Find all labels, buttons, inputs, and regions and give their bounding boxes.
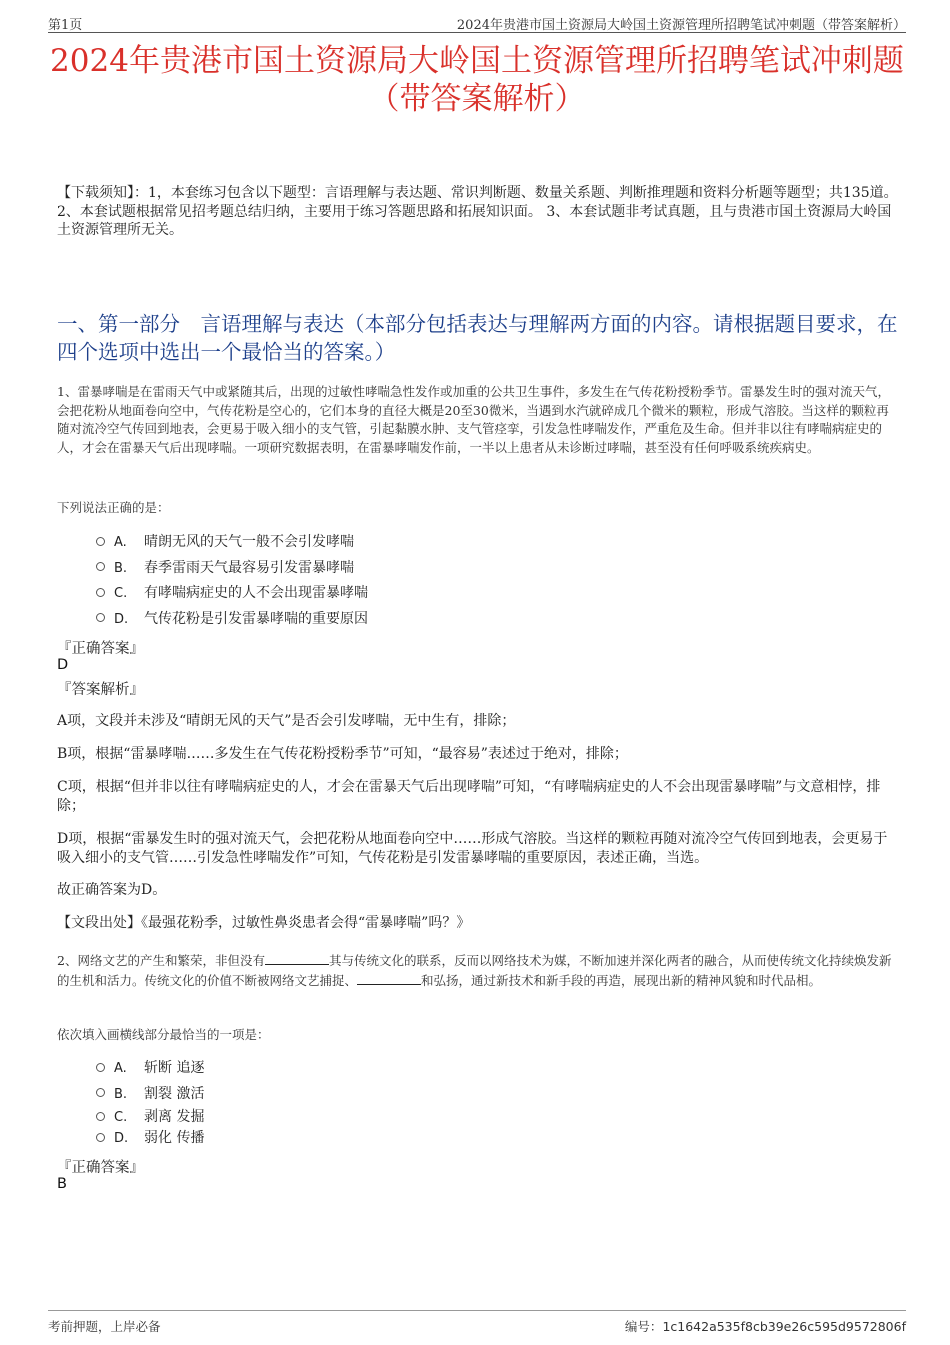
section-title: 一、第一部分 言语理解与表达（本部分包括表达与理解两方面的内容。请根据题目要求，在四个选项中选出一个最恰当的答案。）	[57, 312, 898, 364]
radio-icon[interactable]	[96, 1088, 105, 1097]
radio-icon[interactable]	[96, 562, 105, 571]
footer-slogan: 考前押题，上岸必备	[48, 1319, 161, 1334]
question-1-option-b[interactable]: B. 春季雷雨天气最容易引发雷暴哮喘	[96, 556, 368, 582]
analysis-c: C项，根据“但并非以往有哮喘病症史的人，才会在雷暴天气后出现哮喘”可知，“有哮喘病症史的人不会出现雷暴哮喘”与文意相悖，排除；	[57, 779, 881, 814]
question-2-answer-label: 『正确答案』	[57, 1160, 144, 1176]
page-footer	[48, 1310, 906, 1334]
question-1-options	[96, 530, 368, 632]
page-number: 第1页	[48, 18, 83, 33]
question-2-prompt: 依次填入画横线部分最恰当的一项是：	[57, 1027, 270, 1042]
page-title	[48, 42, 906, 118]
question-1-analysis-label: 『答案解析』	[57, 682, 144, 698]
header-doc-title: 2024年贵港市国土资源局大岭国土资源管理所招聘笔试冲刺题（带答案解析）	[456, 18, 906, 33]
analysis-a: A项，文段并未涉及“晴朗无风的天气”是否会引发哮喘，无中生有，排除；	[57, 713, 516, 729]
page-header	[48, 10, 906, 33]
fill-blank-2	[357, 971, 421, 985]
fill-blank-1	[265, 951, 329, 965]
analysis-d: D项，根据“雷暴发生时的强对流天气，会把花粉从地面卷向空中……形成气溶胶。当这样的颗粒再随对流冷空气传回到地表，会更易于吸入细小的支气管……引发急性哮喘发作”可知，气传花粉是引发雷暴哮喘的重要原因，表述正确，当选。	[57, 831, 888, 866]
question-1-answer: D	[57, 657, 69, 673]
radio-icon[interactable]	[96, 588, 105, 597]
question-2-answer: B	[57, 1176, 67, 1192]
question-2-option-d[interactable]: D. 弱化 传播	[96, 1128, 204, 1149]
question-1-source: 【文段出处】《最强花粉季，过敏性鼻炎患者会得“雷暴哮喘”吗？》	[57, 915, 471, 931]
analysis-b: B项，根据“雷暴哮喘……多发生在气传花粉授粉季节”可知，“最容易”表述过于绝对，排除；	[57, 746, 628, 762]
question-2-option-b[interactable]: B. 割裂 激活	[96, 1082, 204, 1108]
question-2-text: 2、网络文艺的产生和繁荣，非但没有 其与传统文化的联系，反而以网络技术为媒，不断加速并深化两者的融合，从而使传统文化持续焕发新的生机和活力。传统文化的价值不断被网络文艺捕捉、 和弘扬，通过新技术和新手段的再造，展现出新的精神风貌和时代品相。	[57, 953, 892, 988]
question-1-option-d[interactable]: D. 气传花粉是引发雷暴哮喘的重要原因	[96, 607, 368, 633]
radio-icon[interactable]	[96, 1133, 105, 1142]
radio-icon[interactable]	[96, 1112, 105, 1121]
question-1-text: 1、雷暴哮喘是在雷雨天气中或紧随其后，出现的过敏性哮喘急性发作或加重的公共卫生事件，多发生在气传花粉授粉季节。雷暴发生时的强对流天气，会把花粉从地面卷向空中，气传花粉是空心的，它们本身的直径大概是20至30微米，当遇到水汽就碎成几个微米的颗粒，形成气溶胶。当这样的颗粒再随对流冷空气传回到地表，会更易于吸入细小的支气管，引起黏膜水肿、支气管痉挛，引发急性哮喘发作，严重危及生命。但并非以往有哮喘病症史的人，才会在雷暴天气后出现哮喘。一项研究数据表明，在雷暴哮喘发作前，一半以上患者从未诊断过哮喘，甚至没有任何呼吸系统疾病史。	[57, 384, 890, 455]
question-2-option-c[interactable]: C. 剥离 发掘	[96, 1107, 204, 1128]
analysis-conclusion: 故正确答案为D。	[57, 882, 167, 898]
title-line-2: （带答案解析）	[368, 81, 586, 117]
radio-icon[interactable]	[96, 537, 105, 546]
question-1-option-c[interactable]: C. 有哮喘病症史的人不会出现雷暴哮喘	[96, 581, 368, 607]
download-notice: 【下载须知】：1，本套练习包含以下题型：言语理解与表达题、常识判断题、数量关系题、判断推理题和资料分析题等题型；共135道。 2、本套试题根据常见招考题总结归纳，主要用于练习答题思路和拓展知识面。 3、本套试题非考试真题，且与贵港市国土资源局大岭国土资源管理所无关。	[57, 185, 898, 238]
radio-icon[interactable]	[96, 613, 105, 622]
question-2-options	[96, 1056, 204, 1149]
question-1-option-a[interactable]: A. 晴朗无风的天气一般不会引发哮喘	[96, 530, 368, 556]
question-1-prompt: 下列说法正确的是：	[57, 500, 170, 515]
footer-code: 编号：1c1642a535f8cb39e26c595d9572806f	[624, 1319, 906, 1334]
title-line-1: 2024年贵港市国土资源局大岭国土资源管理所招聘笔试冲刺题	[50, 43, 904, 79]
radio-icon[interactable]	[96, 1063, 105, 1072]
question-2-option-a[interactable]: A. 斩断 追逐	[96, 1056, 204, 1082]
question-1-answer-label: 『正确答案』	[57, 641, 144, 657]
